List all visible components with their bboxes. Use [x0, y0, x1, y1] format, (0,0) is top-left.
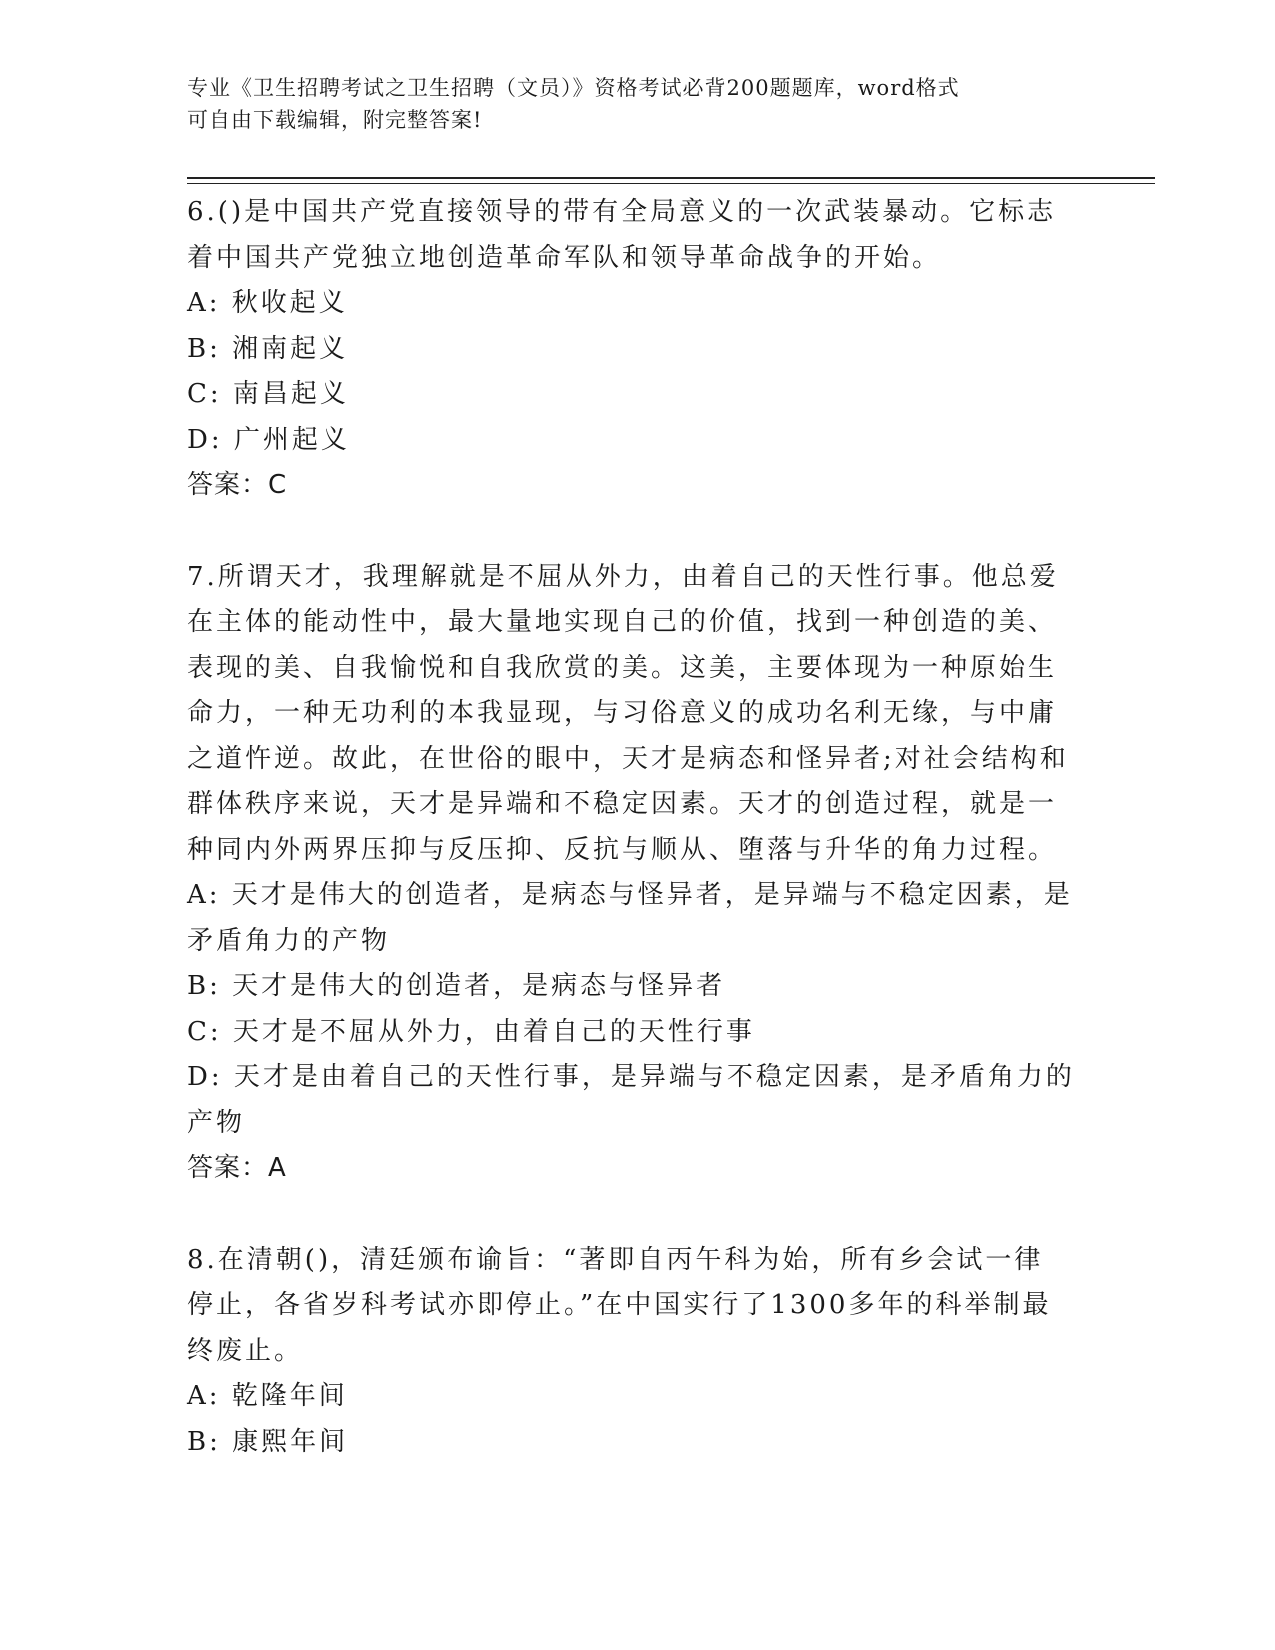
- question-stem-line: 群体秩序来说，天才是异端和不稳定因素。天才的创造过程，就是一: [187, 789, 1058, 819]
- question-stem-line: 种同内外两界压抑与反压抑、反抗与顺从、堕落与升华的角力过程。: [187, 834, 1058, 865]
- question-stem-line: 在主体的能动性中，最大量地实现自己的价值，找到一种创造的美、: [187, 607, 1058, 637]
- question-stem-line: 终废止。: [187, 1335, 304, 1366]
- option-b: B: 湘南起义: [187, 333, 349, 364]
- option-b: B: 天才是伟大的创造者，是病态与怪异者: [187, 971, 726, 1001]
- question-6: [187, 190, 1077, 509]
- option-d-continued: 产物: [187, 1107, 246, 1138]
- answer-line: 答案：A: [187, 1153, 287, 1183]
- option-a: A: 天才是伟大的创造者，是病态与怪异者，是异端与不稳定因素，是: [187, 880, 1073, 910]
- option-a: A: 秋收起义: [187, 288, 348, 318]
- option-a: A: 乾隆年间: [187, 1381, 348, 1411]
- question-stem-line: 7.所谓天才，我理解就是不屈从外力，由着自己的天性行事。他总爱: [187, 561, 1059, 592]
- question-stem-line: 停止，各省岁科考试亦即停止。”在中国实行了1300多年的科举制最: [187, 1290, 1052, 1320]
- header-title-line-2: 可自由下载编辑，附完整答案!: [187, 108, 483, 132]
- header-title-line-1: 专业《卫生招聘考试之卫生招聘（文员）》资格考试必背200题题库，word格式: [187, 76, 960, 100]
- option-c: C: 南昌起义: [187, 379, 349, 409]
- option-b: B: 康熙年间: [187, 1426, 349, 1457]
- header-divider: [187, 177, 1155, 184]
- question-stem-line: 命力，一种无功利的本我显现，与习俗意义的成功名利无缘，与中庸: [187, 698, 1058, 728]
- question-stem-line: 表现的美、自我愉悦和自我欣赏的美。这美，主要体现为一种原始生: [187, 652, 1058, 683]
- question-stem-line: 之道忤逆。故此，在世俗的眼中，天才是病态和怪异者;对社会结构和: [187, 743, 1069, 774]
- question-list: [187, 190, 1077, 1511]
- option-c: C: 天才是不屈从外力，由着自己的天性行事: [187, 1016, 755, 1047]
- question-7: [187, 555, 1077, 1192]
- question-stem-line: 8.在清朝()，清廷颁布谕旨：“著即自丙午科为始，所有乡会试一律: [187, 1244, 1044, 1275]
- option-a-continued: 矛盾角力的产物: [187, 925, 391, 956]
- question-8: [187, 1238, 1077, 1466]
- answer-line: 答案：C: [187, 470, 288, 500]
- option-d: D: 天才是由着自己的天性行事，是异端与不稳定因素，是矛盾角力的: [187, 1062, 1075, 1092]
- question-stem-line: 着中国共产党独立地创造革命军队和领导革命战争的开始。: [187, 242, 942, 273]
- question-stem-line: 6.()是中国共产党直接领导的带有全局意义的一次武装暴动。它标志: [187, 197, 1057, 227]
- header-title: [187, 72, 1067, 136]
- option-d: D: 广州起义: [187, 424, 350, 455]
